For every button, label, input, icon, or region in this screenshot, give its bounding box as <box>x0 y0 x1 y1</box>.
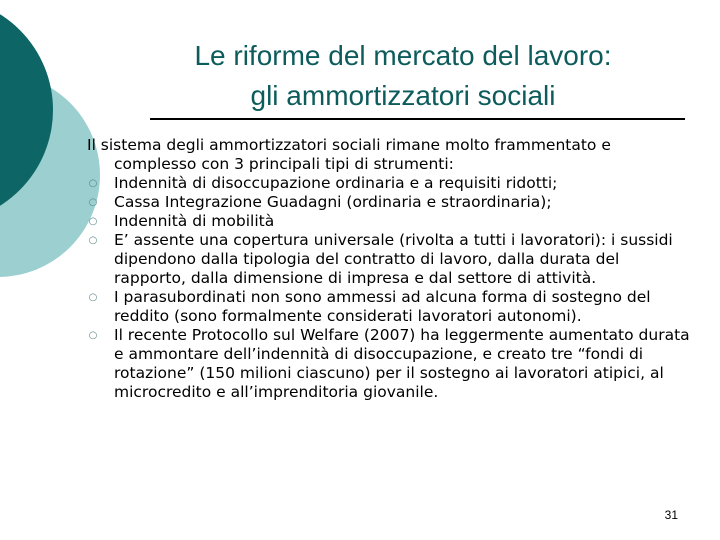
bullet-text: Cassa Integrazione Guadagni (ordinaria e straordinaria); <box>114 193 552 211</box>
slide-body <box>87 136 692 402</box>
list-item <box>87 174 692 193</box>
intro-paragraph: Il sistema degli ammortizzatori sociali rimane molto frammentato e complesso con 3 principali tipi di strumenti: <box>87 136 611 173</box>
title-line-2: gli ammortizzatori sociali <box>250 80 556 111</box>
hollow-circle-bullet-icon: ○ <box>88 292 98 303</box>
list-item <box>87 193 692 212</box>
title-line-1: Le riforme del mercato del lavoro: <box>194 40 612 71</box>
bullet-text: Indennità di mobilità <box>114 212 275 230</box>
list-item <box>87 326 692 402</box>
slide-title <box>112 36 694 116</box>
hollow-circle-bullet-icon: ○ <box>88 216 98 227</box>
bullet-list <box>87 174 692 402</box>
bullet-text: I parasubordinati non sono ammessi ad alcuna forma di sostegno del reddito (sono formalmente considerati lavoratori autonomi). <box>114 288 651 325</box>
title-divider <box>150 118 685 120</box>
list-item <box>87 212 692 231</box>
list-item <box>87 231 692 288</box>
bullet-text: Indennità di disoccupazione ordinaria e a requisiti ridotti; <box>114 174 558 192</box>
bullet-text: Il recente Protocollo sul Welfare (2007) ha leggermente aumentato durata e ammontare dell’indennità di disoccupazione, e creato tre “fondi di rotazione” (150 milioni ciascuno) per il sostegno ai lavoratori atipici, al microcredito e all’imprenditoria giovanile. <box>114 326 690 401</box>
hollow-circle-bullet-icon: ○ <box>88 178 98 189</box>
list-item <box>87 288 692 326</box>
page-number: 31 <box>664 508 678 522</box>
hollow-circle-bullet-icon: ○ <box>88 235 98 246</box>
hollow-circle-bullet-icon: ○ <box>88 330 98 341</box>
hollow-circle-bullet-icon: ○ <box>88 197 98 208</box>
bullet-text: E’ assente una copertura universale (rivolta a tutti i lavoratori): i sussidi dipendono dalla tipologia del contratto di lavoro, dalla durata del rapporto, dalla dimensione di impresa e dal settore di attività. <box>114 231 673 287</box>
